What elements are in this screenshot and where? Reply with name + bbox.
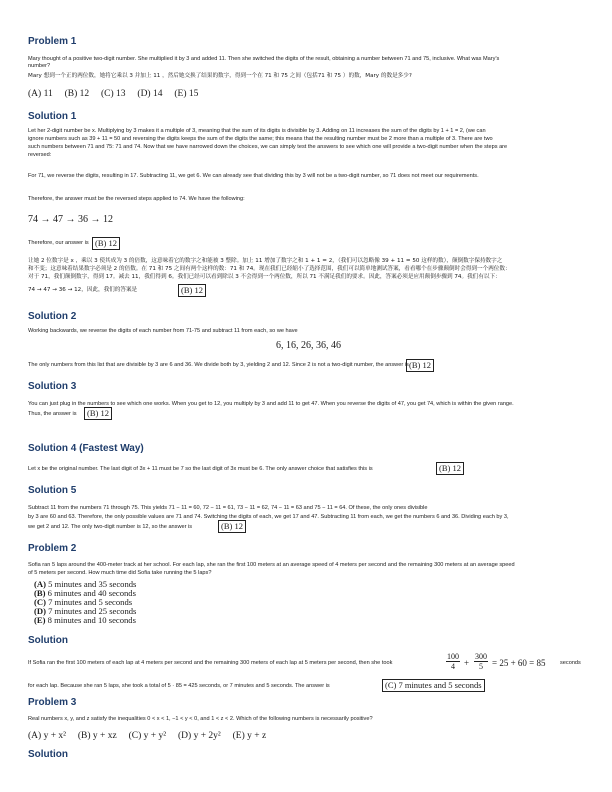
solution-4-line: Let x be the original number. The last digit of 3x + 11 must be 7 so the last digit of 3x must be 6. The only answer choice that satisfies this is — [28, 466, 373, 472]
answer-box: (B) 12 — [178, 284, 206, 297]
solution-2-line: Working backwards, we reverse the digits of each number from 71-75 and subtract 11 from each, so we have — [28, 328, 298, 334]
fraction: 100 4 — [447, 652, 459, 671]
fraction: 300 5 — [475, 652, 487, 671]
answer-box: (B) 12 — [436, 462, 464, 475]
solution-2-line: The only numbers from this list that are divisible by 3 are 6 and 36. We divide both by 3, yielding 2 and 12. Since 2 is not a two-digit number, the answer is — [28, 362, 409, 368]
solution-1-zh-line: 对于 71，我们颠倒数字，得到 17。减去 11，我们得到 6。我们已经可以看到除以 3 不会得到一个两位数，所以 71 不满足我们的要求。因此，答案必须是应用颠倒步骤到 74。我们有以下： — [28, 274, 501, 280]
solution-1-zh-line: 和不变；这意味着结果数字必须是 2 的倍数。在 71 和 75 之间有两个这样的数：71 和 74。现在我们已经缩小了选择范围，我们可以简单地测试答案，看看哪个在步骤颠倒时会得到一个两位数： — [28, 266, 511, 272]
solution-title: Solution — [28, 635, 68, 646]
solution-line: seconds — [560, 660, 581, 666]
solution-2-title: Solution 2 — [28, 311, 77, 322]
problem-1-text: Mary thought of a positive two-digit number. She multiplied it by 3 and added 11. Then she switched the digits of the result, obtaining a number between 71 and 75, inclusive. What was Mary's — [28, 56, 500, 62]
answer-box: (B) 12 — [92, 237, 120, 250]
problem-2-text: of 5 meters per second. How much time did Sofia take running the 5 laps? — [28, 570, 212, 576]
problem-1-text-zh: Mary 想到一个正的两位数，她将它乘以 3 并加上 11 ，然后她交换了结果的数字，得到一个在 71 和 75 之间（包括71 和 75 ）的数，Mary 的数是多少? — [28, 73, 412, 79]
answer-box: (B) 12 — [218, 520, 246, 533]
solution-3-line: You can just plug in the numbers to see which one works. When you get to 12, you multiply by 3 and add 11 to get 47. When you reverse the digits of 47, you get 74, which is within the given range. — [28, 401, 514, 407]
choice-item: (A) 5 minutes and 35 seconds — [34, 579, 137, 589]
choice-item: (C) 7 minutes and 5 seconds — [34, 597, 133, 607]
solution-title: Solution — [28, 749, 68, 760]
solution-1-line: such numbers between 71 and 75: 71 and 74. Now that we have narrowed down the choices, we can simply test the answers to see which one will provide a two-digit number when the steps are — [28, 144, 508, 150]
solution-5-line: by 3 are 60 and 63. Therefore, the only possible values are 71 and 74. Switching the digits of each, we get 17 and 47. Subtracting 11 from each, we get the numbers 6 and 36. Dividing each by 3, — [28, 514, 509, 520]
problem-3-title: Problem 3 — [28, 697, 77, 708]
answer-box: (B) 12 — [406, 359, 434, 372]
solution-1-zh-line: 让她 2 位数字是 x ，乘以 3 使其成为 3 的倍数，这意味着它的数字之和能被 3 整除。加上 11 增加了数字之和 1 + 1 = 2，（我们可以忽略像 39 + 11 = 50 这样的数），颠倒数字保持数字之 — [28, 258, 503, 264]
solution-1-title: Solution 1 — [28, 111, 77, 122]
solution-1-line: Let her 2-digit number be x. Multiplying by 3 makes it a multiple of 3, meaning that the sum of its digits is divisible by 3. Adding on 11 increases the sum of the digits by 1 + 1 = 2, (we can — [28, 128, 486, 134]
solution-4-title: Solution 4 (Fastest Way) — [28, 443, 144, 454]
problem-2-choices — [34, 580, 136, 625]
problem-3-choices: (A) y + x² (B) y + xz (C) y + y² (D) y + 2y² (E) y + z — [28, 731, 267, 741]
solution-3-line: Thus, the answer is — [28, 411, 77, 417]
solution-1-line: For 71, we reverse the digits, resulting in 17. Subtracting 11, we get 6. We can already see that dividing this by 3 will not be a two-digit number, so 71 does not meet our requirements. — [28, 173, 479, 179]
choice-item: (B) 6 minutes and 40 seconds — [34, 588, 136, 598]
solution-5-line: Subtract 11 from the numbers 71 through 75. This yields 71 − 11 = 60, 72 − 11 = 61, 73 − 11 = 62, 74 − 11 = 63 and 75 − 11 = 64. Of these, the only ones divisible — [28, 505, 428, 511]
solution-1-answer-text: Therefore, our answer is — [28, 240, 89, 246]
problem-1-text-cont: number? — [28, 63, 51, 69]
choice-item: (D) 7 minutes and 25 seconds — [34, 606, 137, 616]
solution-1-equation: 74 → 47 → 36 → 12 — [28, 214, 113, 225]
problem-3-text: Real numbers x, y, and z satisfy the inequalities 0 < x < 1, −1 < y < 0, and 1 < z < 2. Which of the following numbers is necessarily positive? — [28, 716, 373, 722]
equation-tail: = 25 + 60 = 85 — [492, 658, 546, 668]
solution-1-line: reversed: — [28, 152, 52, 158]
solution-line: If Sofia ran the first 100 meters of each lap at 4 meters per second and the remaining 300 meters of each lap at 5 meters per second, then she took — [28, 660, 393, 666]
answer-box: (C) 7 minutes and 5 seconds — [382, 679, 485, 692]
plus-sign: + — [464, 658, 470, 668]
problem-1-choices: (A) 11 (B) 12 (C) 13 (D) 14 (E) 15 — [28, 89, 199, 99]
solution-1-zh-line: 74 → 47 → 36 → 12，因此，我们的答案是 — [28, 287, 138, 293]
solution-5-title: Solution 5 — [28, 485, 77, 496]
problem-2-title: Problem 2 — [28, 543, 77, 554]
solution-2-equation: 6, 16, 26, 36, 46 — [276, 340, 341, 351]
answer-box: (B) 12 — [84, 407, 112, 420]
solution-1-line: Therefore, the answer must be the reversed steps applied to 74. We have the following: — [28, 196, 245, 202]
choice-item: (E) 8 minutes and 10 seconds — [34, 615, 136, 625]
solution-3-title: Solution 3 — [28, 381, 77, 392]
problem-2-text: Sofia ran 5 laps around the 400-meter track at her school. For each lap, she ran the first 100 meters at an average speed of 4 meters per second and the remaining 300 meters at an average speed — [28, 562, 515, 568]
solution-1-line: ignore numbers such as 39 + 11 = 50 and reversing the digits keeps the sum of the digits the same; this means that the resulting number must be 2 more than a multiple of 3. There are two — [28, 136, 493, 142]
solution-5-line: we get 2 and 12. The only two-digit number is 12, so the answer is — [28, 524, 193, 530]
problem-1-title: Problem 1 — [28, 36, 77, 47]
solution-line: for each lap. Because she ran 5 laps, she took a total of 5 · 85 = 425 seconds, or 7 minutes and 5 seconds. The answer is — [28, 683, 330, 689]
